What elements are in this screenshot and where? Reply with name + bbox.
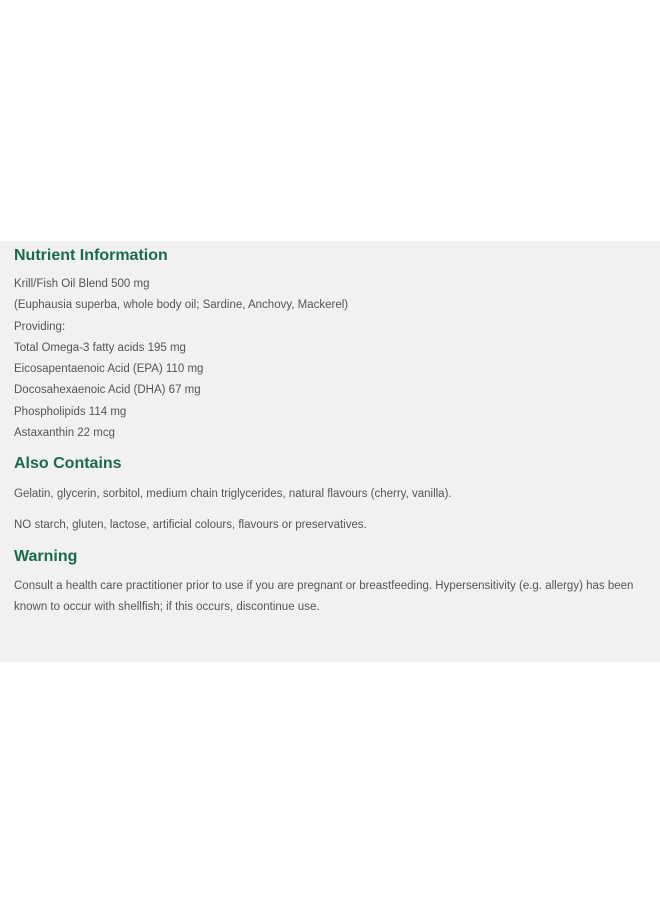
also-contains-heading: Also Contains	[14, 455, 122, 473]
nutrient-list	[14, 274, 646, 444]
nutrient-line: Phospholipids 114 mg	[14, 405, 127, 418]
product-info-panel	[0, 241, 660, 662]
nutrient-line: Providing:	[14, 320, 66, 333]
also-contains-exclusions: NO starch, gluten, lactose, artificial colours, flavours or preservatives.	[14, 518, 367, 531]
warning-heading: Warning	[14, 547, 78, 565]
nutrient-line: Docosahexaenoic Acid (DHA) 67 mg	[14, 384, 201, 397]
warning-text: Consult a health care practitioner prior to use if you are pregnant or breastfeeding. Hypersensitivity (e.g. allergy) has been known to occur with shellfish; if this occurs, discontinue use.	[14, 579, 634, 613]
also-contains-ingredients: Gelatin, glycerin, sorbitol, medium chain triglycerides, natural flavours (cherry, vanilla).	[14, 488, 452, 501]
nutrient-information-heading: Nutrient Information	[14, 247, 168, 264]
nutrient-line: (Euphausia superba, whole body oil; Sardine, Anchovy, Mackerel)	[14, 299, 349, 312]
nutrient-line: Krill/Fish Oil Blend 500 mg	[14, 278, 150, 290]
nutrient-line: Astaxanthin 22 mcg	[14, 427, 116, 440]
nutrient-line: Eicosapentaenoic Acid (EPA) 110 mg	[14, 363, 204, 376]
nutrient-line: Total Omega-3 fatty acids 195 mg	[14, 341, 186, 354]
